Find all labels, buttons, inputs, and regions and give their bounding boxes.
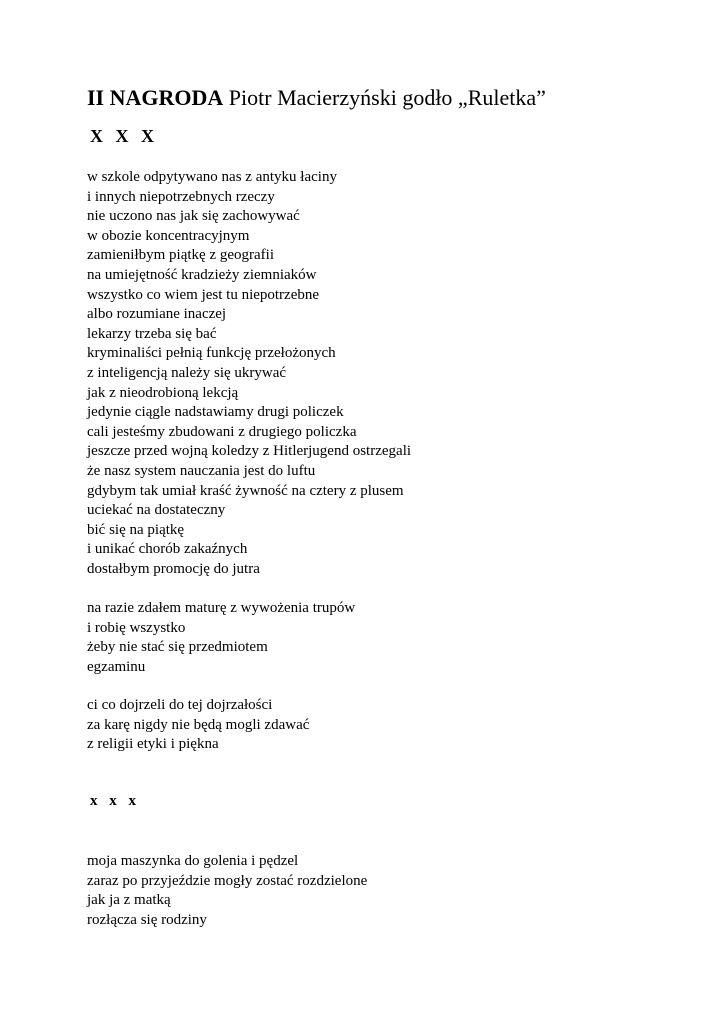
poem-line: lekarzy trzeba się bać (87, 325, 217, 342)
stanza (87, 599, 355, 677)
poem-line: na razie zdałem maturę z wywożenia trupów (87, 600, 356, 616)
poem-separator: x x x (90, 793, 140, 809)
stanza (87, 168, 411, 579)
poem-line: jak z nieodrobioną lekcją (87, 384, 239, 401)
poem-line: bić się na piątkę (87, 521, 185, 538)
stanza (87, 852, 367, 930)
poem-line: i unikać chorób zakaźnych (87, 541, 248, 558)
poem-line: dostałbym promocję do jutra (87, 560, 260, 577)
poem-line: żeby nie stać się przedmiotem (87, 639, 268, 656)
poem-line: nie uczono nas jak się zachowywać (87, 208, 300, 225)
poem-line: za karę nigdy nie będą mogli zdawać (87, 716, 310, 733)
page-heading (87, 84, 546, 112)
prize-title: II NAGRODA (87, 85, 224, 110)
poem-line: z religii etyki i piękna (87, 736, 219, 753)
poem-line: rozłącza się rodziny (87, 911, 207, 928)
author-and-motto: Piotr Macierzyński godło „Ruletka” (228, 85, 546, 110)
poem-separator: X X X (90, 126, 158, 146)
poem-line: zamieniłbym piątkę z geografii (87, 247, 275, 264)
poem-line: egzaminu (87, 658, 146, 675)
poem-line: w obozie koncentracyjnym (87, 227, 250, 244)
poem-line: albo rozumiane inaczej (87, 306, 227, 323)
poem-line: uciekać na dostateczny (87, 502, 226, 519)
poem-line: cali jesteśmy zbudowani z drugiego policzka (87, 423, 357, 440)
poem-line: jedynie ciągle nadstawiamy drugi policzek (87, 404, 344, 421)
poem-line: i robię wszystko (87, 619, 186, 636)
poem-line: kryminaliści pełnią funkcję przełożonych (87, 345, 336, 362)
poem-line: jak ja z matką (87, 892, 171, 909)
poem-line: ci co dojrzeli do tej dojrzałości (87, 697, 273, 713)
poem-line: że nasz system nauczania jest do luftu (87, 462, 316, 479)
poem-line: wszystko co wiem jest tu niepotrzebne (87, 286, 320, 303)
poem-line: i innych niepotrzebnych rzeczy (87, 188, 275, 205)
poem-line: na umiejętność kradzieży ziemniaków (87, 266, 317, 283)
poem-line: moja maszynka do golenia i pędzel (87, 853, 299, 869)
poem-line: zaraz po przyjeździe mogły zostać rozdzielone (87, 872, 368, 889)
poem-line: jeszcze przed wojną koledzy z Hitlerjugend ostrzegali (87, 443, 412, 460)
poem-line: gdybym tak umiał kraść żywność na cztery z plusem (87, 482, 404, 499)
poem-line: z inteligencją należy się ukrywać (87, 364, 287, 381)
poem-line: w szkole odpytywano nas z antyku łaciny (87, 169, 337, 185)
stanza (87, 696, 309, 755)
